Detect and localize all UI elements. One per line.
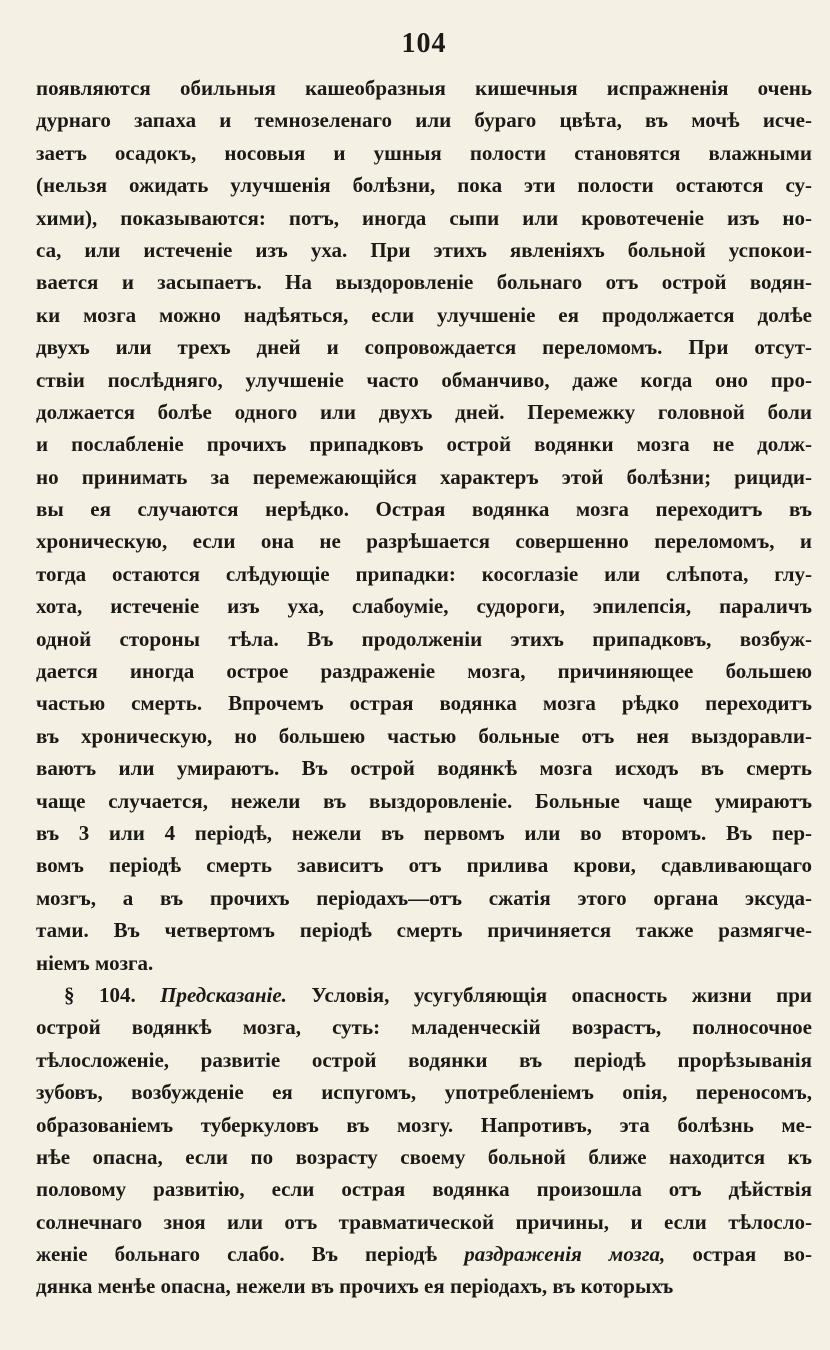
text-line: хота, истеченіе изъ уха, слабоуміе, судороги, эпилепсія, параличъ — [36, 594, 812, 619]
text-line: чаще случается, нежели въ выздоровленіе. Больные чаще умираютъ — [36, 788, 812, 813]
section-first-line — [36, 979, 812, 1011]
text-line: тогда остаются слѣдующіе припадки: косоглазіе или слѣпота, глу- — [36, 561, 812, 586]
text-line — [36, 1238, 812, 1270]
text-line: са, или истеченіе изъ уха. При этихъ явленіяхъ больной успокои- — [36, 237, 812, 262]
text-line: образованіемъ туберкуловъ въ мозгу. Напротивъ, эта болѣзнь ме- — [36, 1112, 812, 1137]
section-104 — [36, 979, 812, 1303]
text-line: хроническую, если она не разрѣшается совершенно переломомъ, и — [36, 529, 812, 554]
text-line: въ 3 или 4 періодѣ, нежели въ первомъ или во второмъ. Въ пер- — [36, 820, 812, 845]
text-line: должается болѣе одного или двухъ дней. Перемежку головной боли — [36, 399, 812, 424]
text-line: половому развитію, если острая водянка произошла отъ дѣйствія — [36, 1177, 812, 1202]
text-line: солнечнаго зноя или отъ травматической причины, и если тѣлосло- — [36, 1209, 812, 1234]
text-line: тами. Въ четвертомъ періодѣ смерть причиняется также размягче- — [36, 918, 812, 943]
text-line: вы ея случаются нерѣдко. Острая водянка мозга переходитъ въ — [36, 497, 812, 522]
text-line: ніемъ мозга. — [36, 950, 154, 975]
text-line: тѣлосложеніе, развитіе острой водянки въ періодѣ прорѣзыванія — [36, 1047, 812, 1072]
text-line: ваютъ или умираютъ. Въ острой водянкѣ мозга исходъ въ смерть — [36, 756, 812, 781]
text-line: вается и засыпаетъ. На выздоровленіе больнаго отъ острой водян- — [36, 270, 812, 295]
text-line: дается иногда острое раздраженіе мозга, причиняющее большею — [36, 659, 812, 684]
text-line: мозгъ, а въ прочихъ періодахъ—отъ сжатія этого органа эксуда- — [36, 885, 812, 910]
text-line: двухъ или трехъ дней и сопровождается переломомъ. При отсут- — [36, 335, 812, 360]
text-line: въ хроническую, но большею частью больные отъ нея выздоравли- — [36, 723, 812, 748]
text-line: и послабленіе прочихъ припадковъ острой водянки мозга не долж- — [36, 432, 812, 457]
text-line: появляются обильныя кашеобразныя кишечныя испражненія очень — [36, 76, 812, 100]
text-line: хими), показываются: потъ, иногда сыпи или кровотеченіе изъ но- — [36, 205, 812, 230]
paragraph-1 — [36, 72, 812, 979]
text-line: ствіи послѣдняго, улучшеніе часто обманчиво, даже когда оно про- — [36, 367, 812, 392]
section-body — [36, 1011, 812, 1270]
text-line: ки мозга можно надѣяться, если улучшеніе ея продолжается долѣе — [36, 302, 812, 327]
section-first-line-text: Условія, усугубляющія опасность жизни при — [311, 982, 812, 1007]
text-line: (нельзя ожидать улучшенія болѣзни, пока эти полости остаются су- — [36, 173, 812, 198]
italic-phrase: раздраженія мозга, — [464, 1242, 666, 1267]
text-line: одной стороны тѣла. Въ продолженіи этихъ припадковъ, возбуж- — [36, 626, 812, 651]
text-line: но принимать за перемежающійся характеръ этой болѣзни; рициди- — [36, 464, 812, 489]
text-line: вомъ періодѣ смерть зависитъ отъ прилива крови, сдавливающаго — [36, 853, 812, 878]
section-title: Предсказаніе. — [160, 982, 287, 1007]
text-segment: острая во- — [692, 1242, 812, 1267]
section-final-line: дянка менѣе опасна, нежели въ прочихъ ея періодахъ, въ которыхъ — [36, 1274, 674, 1299]
page-number: 104 — [401, 28, 447, 59]
text-line: острой водянкѣ мозга, суть: младенческій возрастъ, полносочное — [36, 1015, 812, 1040]
text-line: дурнаго запаха и темнозеленаго или бураго цвѣта, въ мочѣ исче- — [36, 108, 812, 133]
text-line: нѣе опасна, если по возрасту своему больной ближе находится къ — [36, 1144, 812, 1169]
section-number: § 104. — [64, 982, 136, 1007]
text-line: частью смерть. Впрочемъ острая водянка мозга рѣдко переходитъ — [36, 691, 812, 716]
text-line: заетъ осадокъ, носовыя и ушныя полости становятся влажными — [36, 140, 812, 165]
text-segment: женіе больнаго слабо. Въ періодѣ — [36, 1242, 438, 1267]
text-line: зубовъ, возбужденіе ея испугомъ, употребленіемъ опія, переносомъ, — [36, 1080, 812, 1105]
